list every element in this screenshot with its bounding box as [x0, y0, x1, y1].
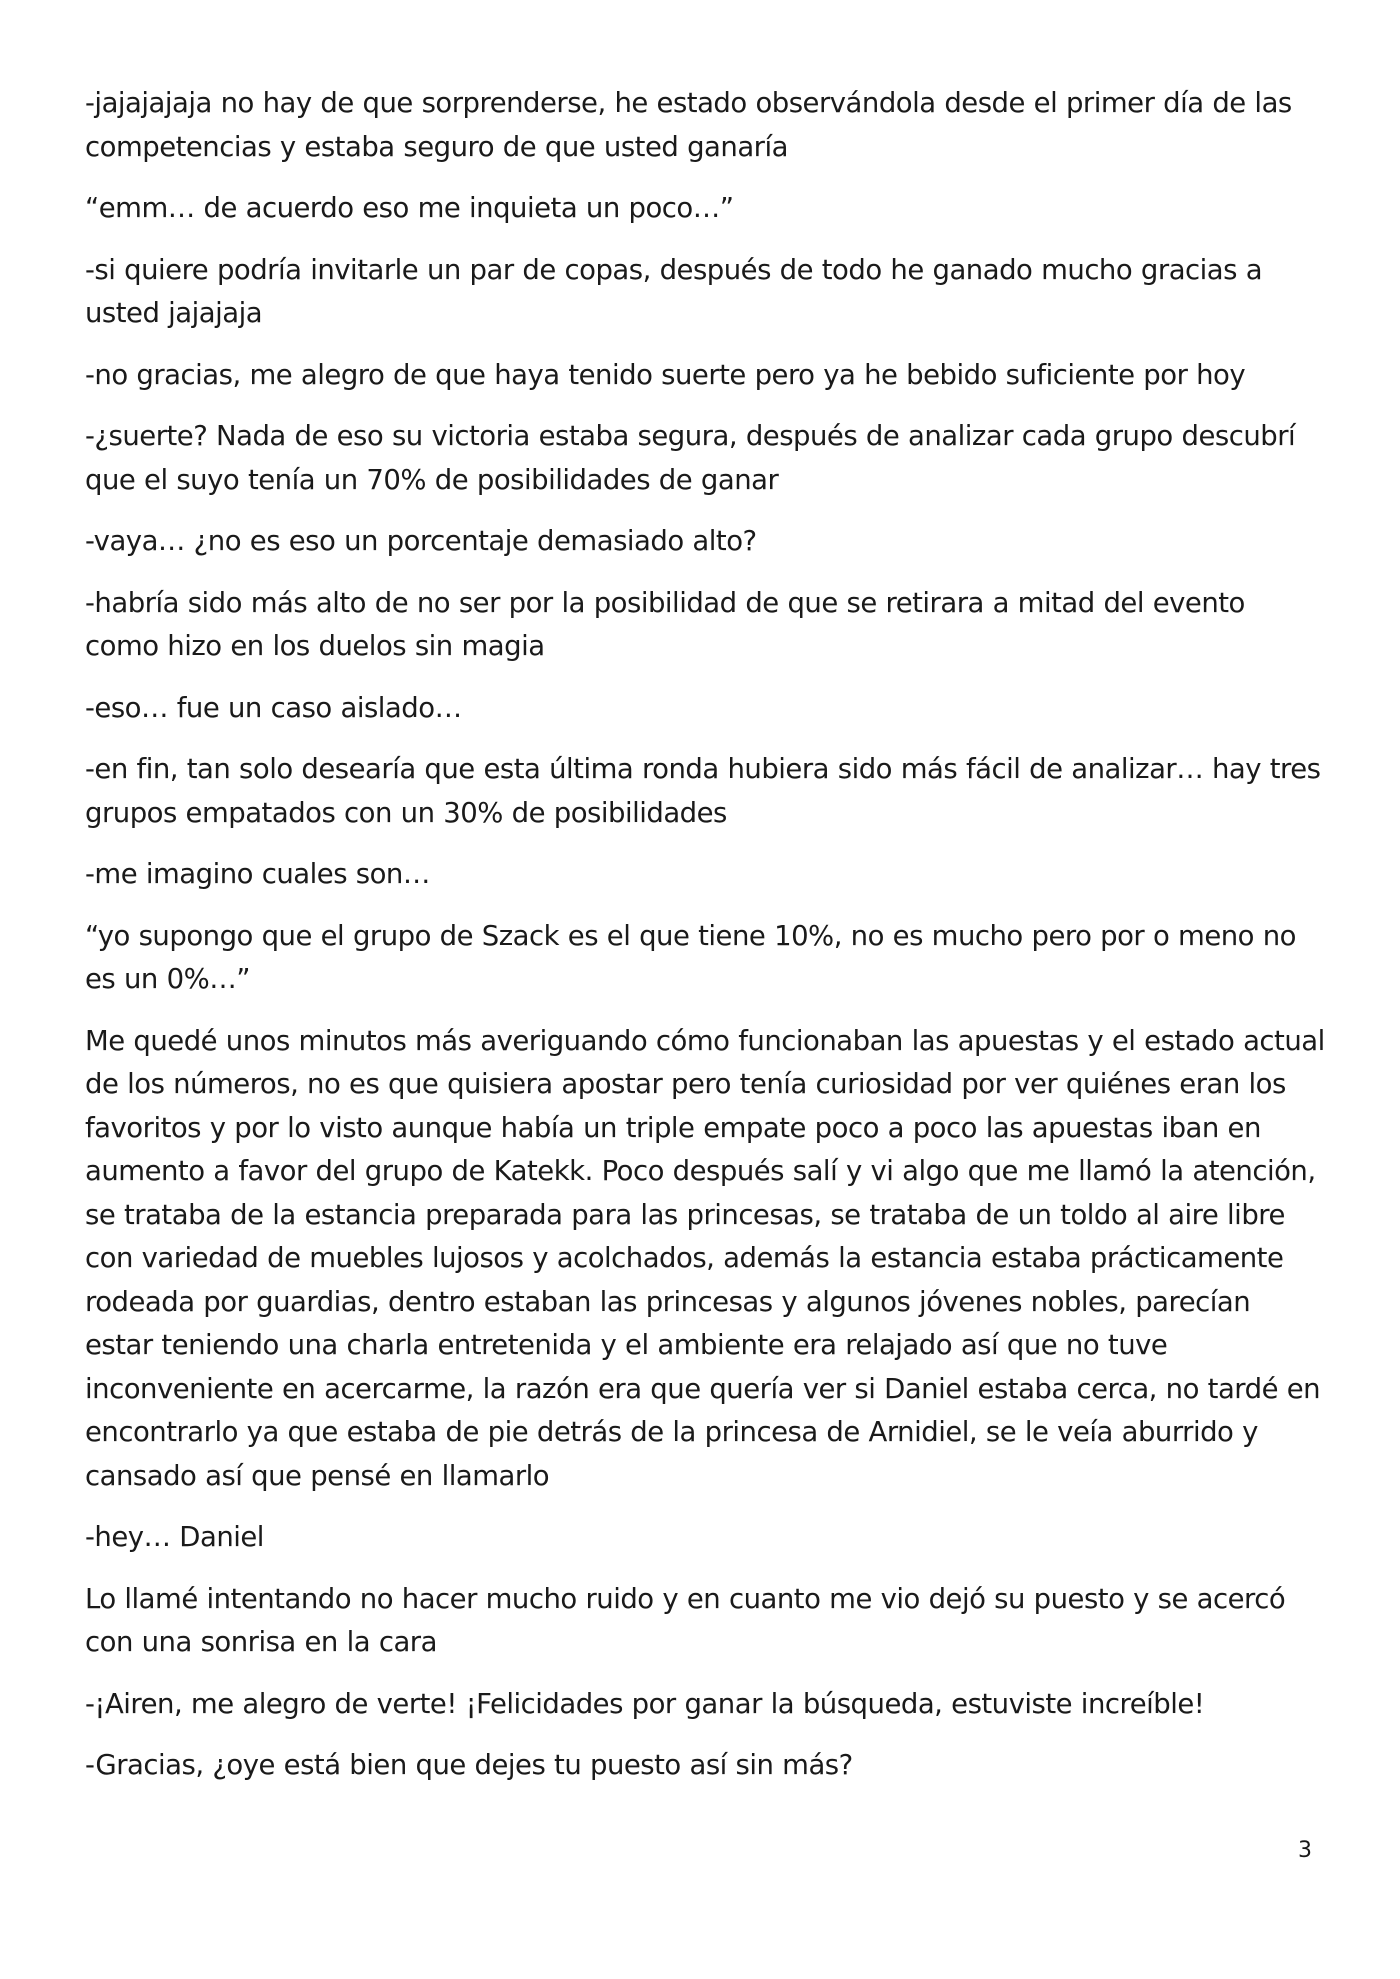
paragraph: Lo llamé intentando no hacer mucho ruido y en cuanto me vio dejó su puesto y se acercó con una sonrisa en la cara [85, 1582, 1286, 1658]
paragraph: -si quiere podría invitarle un par de copas, después de todo he ganado mucho gracias a usted jajajaja [85, 253, 1263, 329]
paragraph: “yo supongo que el grupo de Szack es el que tiene 10%, no es mucho pero por o meno no es un 0%…” [85, 919, 1296, 995]
paragraph: -jajajajaja no hay de que sorprenderse, he estado observándola desde el primer día de las competencias y estaba seguro de que usted ganaría [85, 87, 1292, 163]
paragraph: -vaya… ¿no es eso un porcentaje demasiado alto? [85, 525, 757, 557]
paragraph: “emm… de acuerdo eso me inquieta un poco…” [85, 192, 734, 224]
page-number: 3 [1298, 1838, 1312, 1863]
paragraph: -eso… fue un caso aislado… [85, 691, 462, 724]
paragraph: Me quedé unos minutos más averiguando cómo funcionaban las apuestas y el estado actual de los números, no es que quisiera apostar pero tenía curiosidad por ver quiénes eran los favoritos y por lo visto aunque había un triple empate poco a poco las apuestas iban en aumento a favor del grupo de Katekk. Poco después salí y vi algo que me llamó la atención, se trataba de la estancia preparada para las princesas, se trataba de un toldo al aire libre con variedad de muebles lujosos y acolchados, además la estancia estaba prácticamente rodeada por guardias, dentro estaban las princesas y algunos jóvenes nobles, parecían estar teniendo una charla entretenida y el ambiente era relajado así que no tuve inconveniente en acercarme, la razón era que quería ver si Daniel estaba cerca, no tardé en encontrarlo ya que estaba de pie detrás de la princesa de Arnidiel, se le veía aburrido y cansado así que pensé en llamarlo [85, 1024, 1325, 1492]
paragraph: -me imagino cuales son… [85, 858, 430, 890]
document-body [85, 82, 1325, 1806]
paragraph: -¿suerte? Nada de eso su victoria estaba segura, después de analizar cada grupo descubrí que el suyo tenía un 70% de posibilidades de ganar [85, 420, 1296, 496]
paragraph: -¡Airen, me alegro de verte! ¡Felicidades por ganar la búsqueda, estuviste increíble! [85, 1687, 1205, 1720]
paragraph: -Gracias, ¿oye está bien que dejes tu puesto así sin más? [85, 1749, 853, 1781]
paragraph: -hey… Daniel [85, 1521, 264, 1553]
paragraph: -habría sido más alto de no ser por la posibilidad de que se retirara a mitad del evento como hizo en los duelos sin magia [85, 586, 1245, 662]
paragraph: -en fin, tan solo desearía que esta última ronda hubiera sido más fácil de analizar… hay tres grupos empatados con un 30% de posibilidades [85, 753, 1321, 829]
paragraph: -no gracias, me alegro de que haya tenido suerte pero ya he bebido suficiente por hoy [85, 358, 1246, 391]
